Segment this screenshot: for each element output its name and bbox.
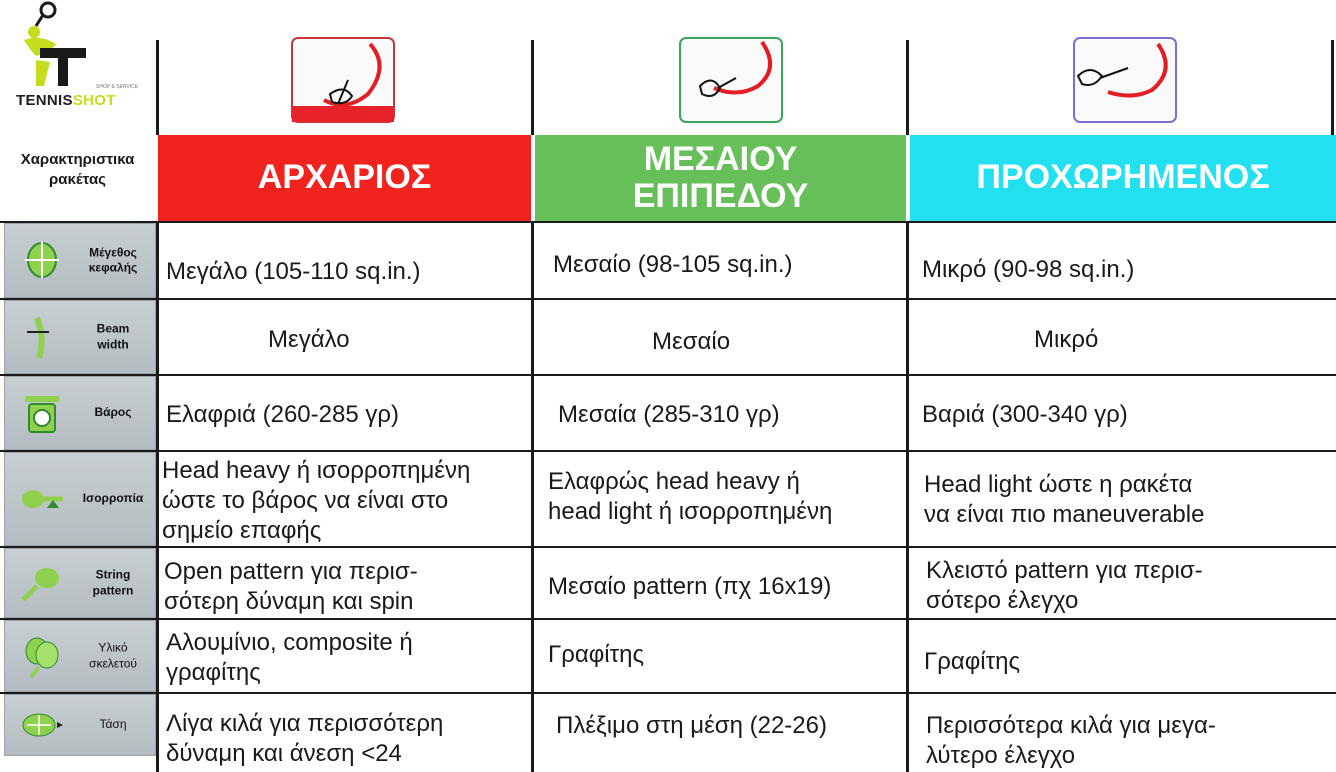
- cell-advanced-head-size: Μικρό (90-98 sq.in.): [922, 256, 1135, 283]
- row-divider: [0, 221, 1336, 223]
- row-divider: [0, 374, 1336, 376]
- row-divider: [0, 692, 1336, 694]
- beam-width-icon: [19, 314, 65, 360]
- level-beginner-header: ΑΡΧΑΡΙΟΣ: [158, 135, 531, 221]
- cell-intermediate-head-size: Μεσαίο (98-105 sq.in.): [553, 251, 793, 278]
- cell-advanced-string-pattern: Κλειστό pattern για περισ- σότερο έλεγχο: [926, 557, 1203, 614]
- level-advanced-header: ΠΡΟΧΩΡΗΜΕΝΟΣ: [910, 135, 1336, 221]
- column-divider: [906, 221, 909, 772]
- row-divider: [0, 298, 1336, 300]
- cell-beginner-string-pattern: Open pattern για περισ- σότερη δύναμη και spin: [164, 558, 418, 615]
- row-label-weight: Βάρος: [4, 376, 156, 450]
- logo-brand: TENNISSHOT: [16, 92, 116, 109]
- column-divider: [531, 40, 534, 135]
- row-label-beam-width: Beam width: [4, 300, 156, 374]
- row-label-head-size: Μέγεθος κεφαλής: [4, 223, 156, 298]
- cell-advanced-frame-material: Γραφίτης: [924, 648, 1021, 675]
- row-label-tension: Τάση: [4, 694, 156, 756]
- cell-advanced-beam-width: Μικρό: [1034, 326, 1099, 353]
- cell-intermediate-beam-width: Μεσαίο: [652, 328, 731, 355]
- cell-intermediate-tension: Πλέξιμο στη μέση (22-26): [556, 712, 827, 739]
- cell-intermediate-string-pattern: Μεσαίο pattern (πχ 16x19): [548, 573, 832, 600]
- cell-beginner-balance: Head heavy ή ισορροπημένη ώστε το βάρος να είναι στο σημείο επαφής: [162, 457, 471, 544]
- cell-beginner-beam-width: Μεγάλο: [268, 326, 350, 353]
- row-label-frame-material: Υλικό σκελετού: [4, 620, 156, 692]
- frame-material-icon: [19, 633, 65, 679]
- cell-beginner-weight: Ελαφριά (260-285 γρ): [166, 401, 399, 428]
- level-intermediate-header: ΜΕΣΑΙΟΥ ΕΠΙΠΕΔΟΥ: [535, 135, 906, 221]
- cell-advanced-balance: Head light ώστε η ρακέτα να είναι πιο maneuverable: [924, 471, 1205, 528]
- row-divider: [0, 618, 1336, 620]
- balance-icon: [19, 476, 65, 522]
- column-divider: [531, 221, 534, 772]
- cell-advanced-tension: Περισσότερα κιλά για μεγα- λύτερο έλεγχο: [926, 712, 1216, 769]
- racket-green-swing-icon: [678, 36, 784, 124]
- row-divider: [0, 546, 1336, 548]
- cell-beginner-frame-material: Αλουμίνιο, composite ή γραφίτης: [166, 629, 413, 686]
- string-tension-icon: [19, 702, 65, 748]
- row-divider: [0, 450, 1336, 452]
- cell-beginner-head-size: Μεγάλο (105-110 sq.in.): [166, 258, 421, 285]
- string-pattern-icon: [19, 560, 65, 606]
- weight-scale-icon: [19, 390, 65, 436]
- cell-beginner-tension: Λίγα κιλά για περισσότερη δύναμη και άνεση <24: [166, 710, 444, 767]
- cell-intermediate-frame-material: Γραφίτης: [548, 641, 645, 668]
- logo-subtitle: SHOP & SERVICE: [96, 84, 139, 90]
- column-divider: [156, 40, 159, 135]
- racket-blue-swing-icon: [1072, 36, 1178, 124]
- tennis-player-logo-icon: [10, 0, 158, 92]
- tennis-shot-logo: [10, 0, 158, 128]
- row-label-string-pattern: String pattern: [4, 548, 156, 618]
- cell-intermediate-weight: Μεσαία (285-310 γρ): [558, 401, 780, 428]
- cell-intermediate-balance: Ελαφρώς head heavy ή head light ή ισορροπημένη: [548, 468, 833, 525]
- row-label-balance: Ισορροπία: [4, 452, 156, 546]
- racket-red-swing-icon: [290, 36, 396, 124]
- column-divider: [1331, 40, 1334, 135]
- cell-advanced-weight: Βαριά (300-340 γρ): [922, 401, 1128, 428]
- table-header-label: Χαρακτηριστικα ρακέτας: [20, 151, 135, 188]
- column-divider: [906, 40, 909, 135]
- head-size-icon: [19, 238, 65, 284]
